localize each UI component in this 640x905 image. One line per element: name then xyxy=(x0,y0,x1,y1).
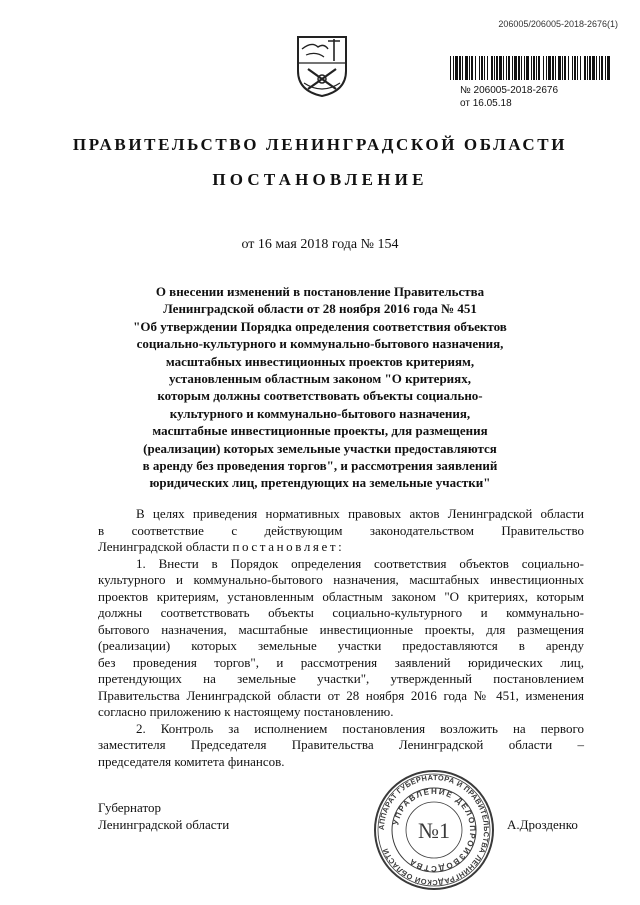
barcode-bar xyxy=(587,56,588,80)
barcode-bar xyxy=(607,56,610,80)
barcode-bar xyxy=(487,56,488,80)
barcode-bar xyxy=(475,56,476,80)
barcode-bar xyxy=(521,56,522,80)
barcode-bar xyxy=(601,56,603,80)
barcode-bar xyxy=(459,56,461,80)
barcode-bar xyxy=(568,56,569,80)
title-line: "Об утверждении Порядка определения соответствия объектов xyxy=(133,318,507,334)
barcode-bar xyxy=(496,56,498,80)
barcode-bar xyxy=(526,56,529,80)
barcode-bar xyxy=(584,56,586,80)
item-line: без проведения торгов", и рассмотрения заявлений юридических лиц, xyxy=(98,654,584,670)
barcode-bar xyxy=(564,56,566,80)
item-line: проектов критериям, установленным областным законом "О критериях, которым xyxy=(98,588,584,604)
item-line: согласно приложению к настоящему постановлению. xyxy=(98,704,394,719)
barcode-bar xyxy=(574,56,576,80)
barcode-bar xyxy=(484,56,485,80)
barcode-bar xyxy=(531,56,532,80)
title-line: О внесении изменений в постановление Правительства xyxy=(155,284,485,299)
title-line: установленным областным законом "О критериях, xyxy=(169,371,471,387)
barcode-bar xyxy=(512,56,513,80)
decree-date-number: от 16 мая 2018 года № 154 xyxy=(241,237,399,252)
barcode-bar xyxy=(533,56,535,80)
item-line: 1. Внести в Порядок определения соответствия объектов социально- xyxy=(136,555,584,571)
barcode-bar xyxy=(506,56,507,80)
position-line: Ленинградской области xyxy=(98,817,230,832)
item-line: 2. Контроль за исполнением постановления возложить на первого xyxy=(136,720,584,736)
barcode-bar xyxy=(538,56,540,80)
barcode-bar xyxy=(514,56,517,80)
item-line: должны соответствовать объекты социально-культурного и коммунально- xyxy=(98,605,584,620)
decree-body xyxy=(98,506,584,770)
barcode-bar xyxy=(471,56,473,80)
barcode-bar xyxy=(558,56,561,80)
item-line: (реализации) которых земельные участки предоставляются в аренду xyxy=(98,638,584,653)
title-line: социально-культурного и коммунально-бытового назначения, xyxy=(136,336,504,352)
preamble-line-with-keyword xyxy=(98,539,584,556)
title-line: культурного и коммунально-бытового назначения, xyxy=(169,405,471,421)
document-type: ПОСТАНОВЛЕНИЕ xyxy=(212,170,428,189)
seal-inner-text: УПРАВЛЕНИЕ ДЕЛОПРОИЗВОДСТВА xyxy=(391,786,478,874)
barcode-bar xyxy=(546,56,547,80)
barcode-bar xyxy=(596,56,597,80)
item-line: претендующих на земельные участки", утвержденный постановлением xyxy=(98,671,584,686)
item-line: культурного и коммунально-бытового назначения, масштабных инвестиционных xyxy=(98,572,584,587)
title-line: (реализации) которых земельные участки предоставляются xyxy=(143,440,497,456)
title-line: в аренду без проведения торгов", и рассмотрения заявлений xyxy=(142,458,498,474)
signatory-position xyxy=(98,799,229,833)
barcode-bar xyxy=(453,56,454,80)
title-line: масштабные инвестиционные проекты, для размещения xyxy=(152,423,488,439)
barcode-bar xyxy=(536,56,537,80)
title-line: масштабных инвестиционных проектов критериям, xyxy=(165,353,475,369)
barcode-bar xyxy=(465,56,468,80)
position-line: Губернатор xyxy=(98,800,161,815)
title-line: которым должны соответствовать объекты социально- xyxy=(157,388,483,404)
item-line: бытового назначения, масштабные инвестиционные проекты, для размещения xyxy=(98,621,584,637)
barcode-bar xyxy=(599,56,600,80)
registration-number: № 206005-2018-2676 xyxy=(460,85,559,96)
barcode-bar xyxy=(503,56,504,80)
barcode-bar xyxy=(562,56,563,80)
barcode-bar xyxy=(589,56,591,80)
barcode-bar xyxy=(580,56,581,80)
registration-date: от 16.05.18 xyxy=(460,98,512,109)
barcode-bar xyxy=(462,56,463,80)
preamble-line: В целях приведения нормативных правовых актов Ленинградской области xyxy=(136,506,584,521)
barcode-bar xyxy=(577,56,578,80)
government-title: ПРАВИТЕЛЬСТВО ЛЕНИНГРАДСКОЙ ОБЛАСТИ xyxy=(72,135,568,154)
barcode-bar xyxy=(543,56,544,80)
decree-keyword: постановляет: xyxy=(232,539,345,554)
barcode-bar xyxy=(494,56,495,80)
document-id: 206005/206005-2018-2676(1) xyxy=(498,19,618,29)
barcode-bar xyxy=(469,56,470,80)
signatory-name: А.Дрозденко xyxy=(507,817,578,832)
item-line: председателя комитета финансов. xyxy=(98,753,285,769)
barcode-bar xyxy=(572,56,573,80)
seal-outer-text: АППАРАТ ГУБЕРНАТОРА И ПРАВИТЕЛЬСТВА ЛЕНИНГРАДСКОЙ ОБЛАСТИ xyxy=(376,772,492,888)
barcode-bar xyxy=(552,56,554,80)
barcode-bar xyxy=(592,56,595,80)
barcode-icon xyxy=(450,56,610,80)
preamble-line: Ленинградской области xyxy=(98,539,230,554)
barcode-bar xyxy=(450,56,451,80)
seal-number: №1 xyxy=(418,818,450,843)
barcode-bar xyxy=(499,56,502,80)
barcode-bar xyxy=(555,56,556,80)
barcode-bar xyxy=(481,56,483,80)
title-line: Ленинградской области от 28 ноября 2016 года № 451 xyxy=(163,301,477,317)
barcode-bar xyxy=(508,56,510,80)
title-line: юридических лиц, претендующих на земельные участки" xyxy=(149,475,491,491)
barcode-bar xyxy=(455,56,458,80)
barcode-bar xyxy=(518,56,520,80)
coat-of-arms-icon xyxy=(294,33,350,99)
barcode-bar xyxy=(524,56,525,80)
barcode-bar xyxy=(605,56,606,80)
barcode-bar xyxy=(548,56,551,80)
official-seal-stamp xyxy=(372,768,496,892)
item-line: Правительства Ленинградской области от 28 ноября 2016 года № 451, изменения xyxy=(98,687,584,703)
decree-title xyxy=(100,283,540,492)
preamble-line: в соответствие с действующим законодательством Правительство xyxy=(98,522,584,538)
barcode-bar xyxy=(491,56,493,80)
item-line: заместителя Председателя Правительства Ленинградской области – xyxy=(98,737,584,752)
barcode-bar xyxy=(479,56,480,80)
